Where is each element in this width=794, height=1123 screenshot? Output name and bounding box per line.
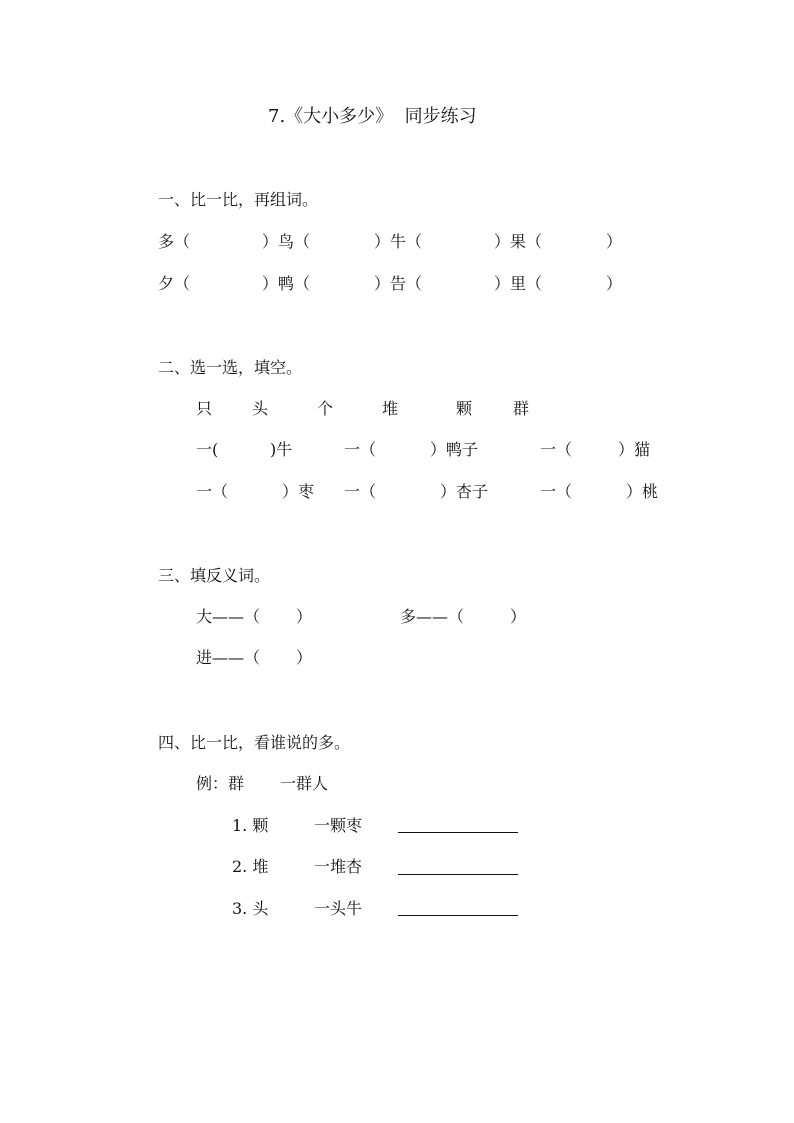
measure-word: 堆	[382, 399, 399, 418]
antonym-close: ）	[510, 607, 527, 626]
measure-word: 颗	[456, 399, 473, 418]
fill-text: 一(	[196, 440, 219, 459]
fill-text: 一（	[540, 482, 573, 501]
practice-phrase: 一头牛	[314, 899, 363, 918]
char-pair-text: ）告（	[374, 274, 423, 293]
measure-word: 个	[317, 399, 334, 418]
fill-text: ）桃	[626, 482, 659, 501]
measure-word: 群	[513, 399, 530, 418]
antonym-prompt: 大——（	[196, 607, 261, 626]
char-pair-text: 多（	[158, 232, 191, 251]
measure-word: 头	[252, 399, 269, 418]
section2-heading: 二、选一选，填空。	[158, 358, 303, 377]
practice-label: 1. 颗	[232, 816, 269, 835]
fill-text: ）猫	[618, 440, 651, 459]
char-pair-text: 夕（	[158, 274, 191, 293]
char-pair-text: ）	[606, 274, 623, 293]
fill-text: ）鸭子	[430, 440, 479, 459]
char-pair-text: ）牛（	[374, 232, 423, 251]
char-pair-text: ）鸟（	[262, 232, 311, 251]
fill-text: 一（	[540, 440, 573, 459]
antonym-prompt: 进——（	[196, 648, 261, 667]
section1-heading: 一、比一比，再组词。	[158, 190, 319, 209]
fill-text: )牛	[270, 440, 293, 459]
answer-line[interactable]	[398, 874, 518, 875]
antonym-close: ）	[296, 648, 313, 667]
answer-line[interactable]	[398, 915, 518, 916]
char-pair-text: ）果（	[494, 232, 543, 251]
practice-label: 3. 头	[232, 899, 269, 918]
section3-heading: 三、填反义词。	[158, 566, 271, 585]
char-pair-text: ）鸭（	[262, 274, 311, 293]
antonym-close: ）	[296, 607, 313, 626]
fill-text: ）杏子	[440, 482, 489, 501]
fill-text: ）枣	[282, 482, 315, 501]
char-pair-text: ）里（	[494, 274, 543, 293]
fill-text: 一（	[344, 482, 377, 501]
section4-heading: 四、比一比，看谁说的多。	[158, 733, 351, 752]
char-pair-text: ）	[606, 232, 623, 251]
page-title: 7.《大小多少》 同步练习	[268, 106, 477, 127]
fill-text: 一（	[196, 482, 229, 501]
fill-text: 一（	[344, 440, 377, 459]
example-phrase: 一群人	[280, 774, 329, 793]
answer-line[interactable]	[398, 832, 518, 833]
antonym-prompt: 多——（	[400, 607, 465, 626]
example-label: 例：群	[196, 774, 245, 793]
practice-label: 2. 堆	[232, 857, 269, 876]
practice-phrase: 一堆杏	[314, 857, 363, 876]
measure-word: 只	[196, 399, 213, 418]
practice-phrase: 一颗枣	[314, 816, 363, 835]
